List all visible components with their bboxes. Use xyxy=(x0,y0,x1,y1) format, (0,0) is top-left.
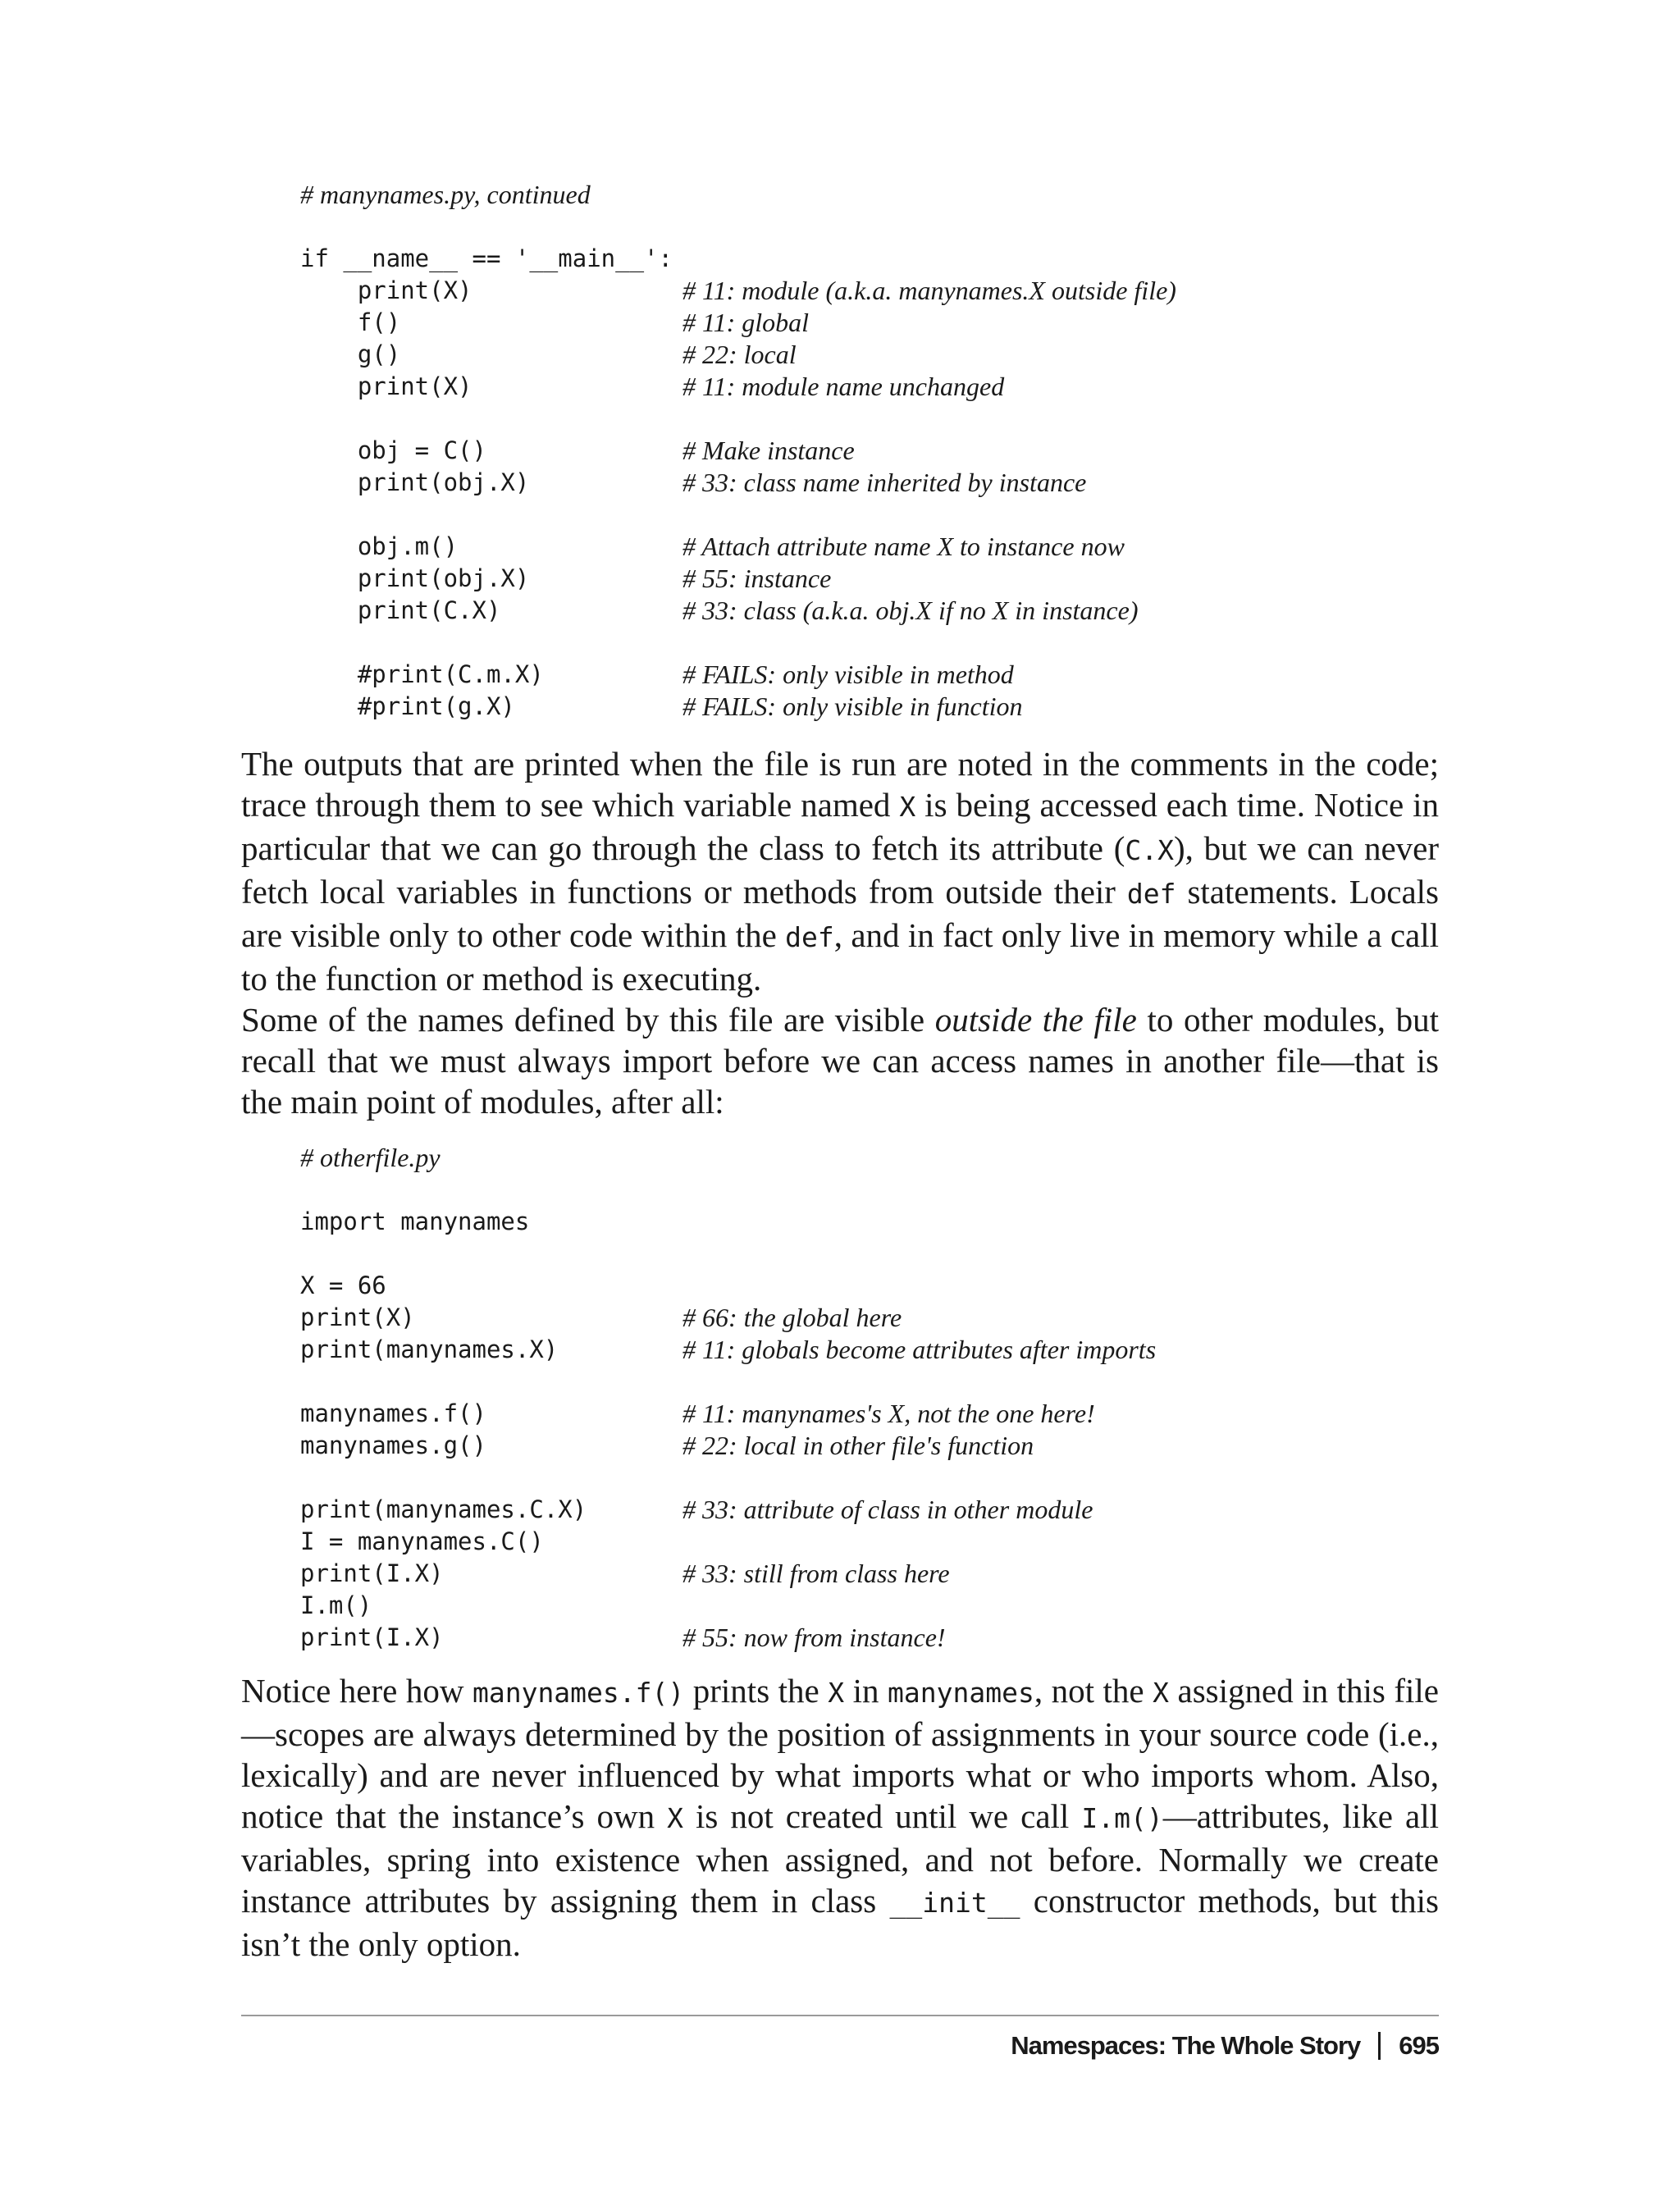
page-number: 695 xyxy=(1399,2031,1439,2060)
code-comment: # 55: now from instance! xyxy=(682,1623,946,1652)
inline-code: X xyxy=(899,791,916,823)
text-span: , and in fact only live in memory while a call to the function or method is executing. xyxy=(241,916,1440,998)
code-line xyxy=(300,531,1125,563)
code-line xyxy=(300,595,1139,627)
code-line xyxy=(300,499,591,531)
code-line xyxy=(300,1590,441,1622)
code-text: #print(C.m.X) xyxy=(300,660,544,688)
code-text: print(I.X) xyxy=(300,1623,444,1651)
inline-code: def xyxy=(1126,878,1176,910)
code-listing-otherfile xyxy=(300,1142,1157,1654)
code-text: I = manynames.C() xyxy=(300,1527,544,1555)
code-text: f() xyxy=(300,308,401,336)
code-line xyxy=(300,1206,530,1238)
code-line xyxy=(300,1174,441,1206)
inline-code: def xyxy=(785,921,834,953)
code-line xyxy=(300,435,855,467)
code-line xyxy=(300,1558,950,1590)
text-span: statements. Locals are visible only to other code within the xyxy=(241,873,1439,954)
code-line xyxy=(300,211,591,243)
code-line xyxy=(300,339,797,371)
paragraph-visible-names xyxy=(241,999,1439,1122)
text-span: —attributes, like all variables, spring into existence when assigned, and not before. Normally we create instance attributes by assigning them in class xyxy=(241,1797,1439,1920)
running-footer-title: Namespaces: The Whole Story xyxy=(1011,2031,1361,2060)
code-text: print(X) xyxy=(300,276,472,304)
code-comment: # 66: the global here xyxy=(682,1303,902,1332)
code-line xyxy=(300,1302,902,1334)
code-line xyxy=(300,1270,441,1302)
code-line xyxy=(300,1398,1095,1430)
text-span: The outputs that are printed when the file is run are noted in the comments in the code; trace through them to see which variable named xyxy=(241,745,1439,824)
code-line xyxy=(300,659,1014,691)
code-line xyxy=(300,563,832,595)
code-comment: # 11: manynames's X, not the one here! xyxy=(682,1399,1095,1428)
code-text: obj = C() xyxy=(300,436,486,464)
inline-code: I.m() xyxy=(1081,1802,1163,1834)
code-line xyxy=(300,1526,544,1558)
code-text: print(manynames.C.X) xyxy=(300,1495,587,1523)
code-comment: # 22: local in other file's function xyxy=(682,1431,1034,1460)
code-text: X = 66 xyxy=(300,1271,386,1299)
code-comment: # 33: still from class here xyxy=(682,1559,950,1588)
code-line xyxy=(300,1334,1157,1366)
code-line xyxy=(300,1430,1034,1462)
inline-code: X xyxy=(667,1802,683,1834)
inline-code: manynames.f() xyxy=(472,1677,685,1709)
code-comment: # 55: instance xyxy=(682,564,832,593)
code-text: print(obj.X) xyxy=(300,564,530,592)
inline-code: X xyxy=(828,1677,845,1709)
text-span: ), but we can never fetch local variables in functions or methods from outside their xyxy=(241,829,1440,911)
paragraph-notice-here xyxy=(241,1670,1439,1965)
code-lines xyxy=(300,211,1176,723)
code-comment: # 33: class (a.k.a. obj.X if no X in instance) xyxy=(682,596,1139,625)
code-line xyxy=(300,1238,441,1270)
code-line xyxy=(300,627,591,659)
code-line xyxy=(300,275,1176,307)
code-line xyxy=(300,1462,441,1494)
code-text: manynames.f() xyxy=(300,1399,486,1427)
text-span: Some of the names defined by this file are visible xyxy=(241,1001,935,1039)
code-comment: # Attach attribute name X to instance now xyxy=(682,532,1125,561)
code-line xyxy=(300,1494,1093,1526)
code-text: print(X) xyxy=(300,1303,415,1331)
code-text: import manynames xyxy=(300,1208,530,1235)
code-text: obj.m() xyxy=(300,532,459,560)
code-listing-manynames xyxy=(300,179,1176,723)
code-line xyxy=(300,307,810,339)
code-text: print(C.X) xyxy=(300,596,501,624)
text-span: , not the xyxy=(1034,1672,1153,1710)
text-span: is being accessed each time. Notice in particular that we can go through the class to fetch its attribute ( xyxy=(241,786,1439,867)
inline-code: __init__ xyxy=(889,1887,1020,1919)
code-text: manynames.g() xyxy=(300,1431,486,1459)
paragraph-outputs xyxy=(241,743,1439,999)
code-heading: # otherfile.py xyxy=(300,1143,441,1172)
code-line xyxy=(300,1366,441,1398)
emphasis-text: outside the file xyxy=(934,1001,1137,1039)
code-comment: # 33: attribute of class in other module xyxy=(682,1495,1093,1524)
code-comment: # Make instance xyxy=(682,436,855,465)
code-comment: # 33: class name inherited by instance xyxy=(682,468,1087,497)
code-text: print(manynames.X) xyxy=(300,1335,559,1363)
code-text: print(X) xyxy=(300,372,472,400)
text-span: constructor methods, but this isn’t the only option. xyxy=(241,1882,1439,1963)
code-text: g() xyxy=(300,340,401,368)
inline-code: manynames xyxy=(888,1677,1034,1709)
code-lines xyxy=(300,1174,1157,1654)
code-text: I.m() xyxy=(300,1591,372,1619)
text-span: to other modules, but recall that we must always import before we can access names in another file—that is the main point of modules, after all: xyxy=(241,1001,1439,1121)
code-comment: # 11: global xyxy=(682,308,810,337)
page-footer xyxy=(1011,2031,1439,2061)
code-line xyxy=(300,691,1023,723)
code-comment: # FAILS: only visible in function xyxy=(682,692,1023,721)
text-span: assigned in this file—scopes are always determined by the position of assignments in your source code (i.e., lexically) and are never influenced by what imports what or who imports whom. Also, notice that the instance’s own xyxy=(241,1672,1439,1835)
text-span: prints the xyxy=(684,1672,829,1710)
code-line xyxy=(300,403,591,435)
code-comment: # 11: module (a.k.a. manynames.X outside file) xyxy=(682,276,1176,305)
inline-code: X xyxy=(1153,1677,1169,1709)
code-text: if __name__ == '__main__': xyxy=(300,244,673,272)
text-span: Notice here how xyxy=(241,1672,472,1710)
code-comment: # 22: local xyxy=(682,340,797,369)
footer-separator xyxy=(1378,2032,1381,2060)
code-heading: # manynames.py, continued xyxy=(300,180,591,209)
code-line xyxy=(300,467,1087,499)
code-line xyxy=(300,243,673,275)
code-comment: # 11: module name unchanged xyxy=(682,372,1005,401)
code-comment: # 11: globals become attributes after imports xyxy=(682,1335,1157,1364)
code-line xyxy=(300,1622,946,1654)
text-span: is not created until we call xyxy=(683,1797,1082,1835)
text-span: in xyxy=(844,1672,888,1710)
footer-rule xyxy=(241,2015,1439,2016)
code-text: print(obj.X) xyxy=(300,468,530,496)
code-text: print(I.X) xyxy=(300,1559,444,1587)
code-line xyxy=(300,371,1005,403)
code-comment: # FAILS: only visible in method xyxy=(682,660,1014,689)
inline-code: C.X xyxy=(1125,834,1174,866)
code-text: #print(g.X) xyxy=(300,692,515,720)
